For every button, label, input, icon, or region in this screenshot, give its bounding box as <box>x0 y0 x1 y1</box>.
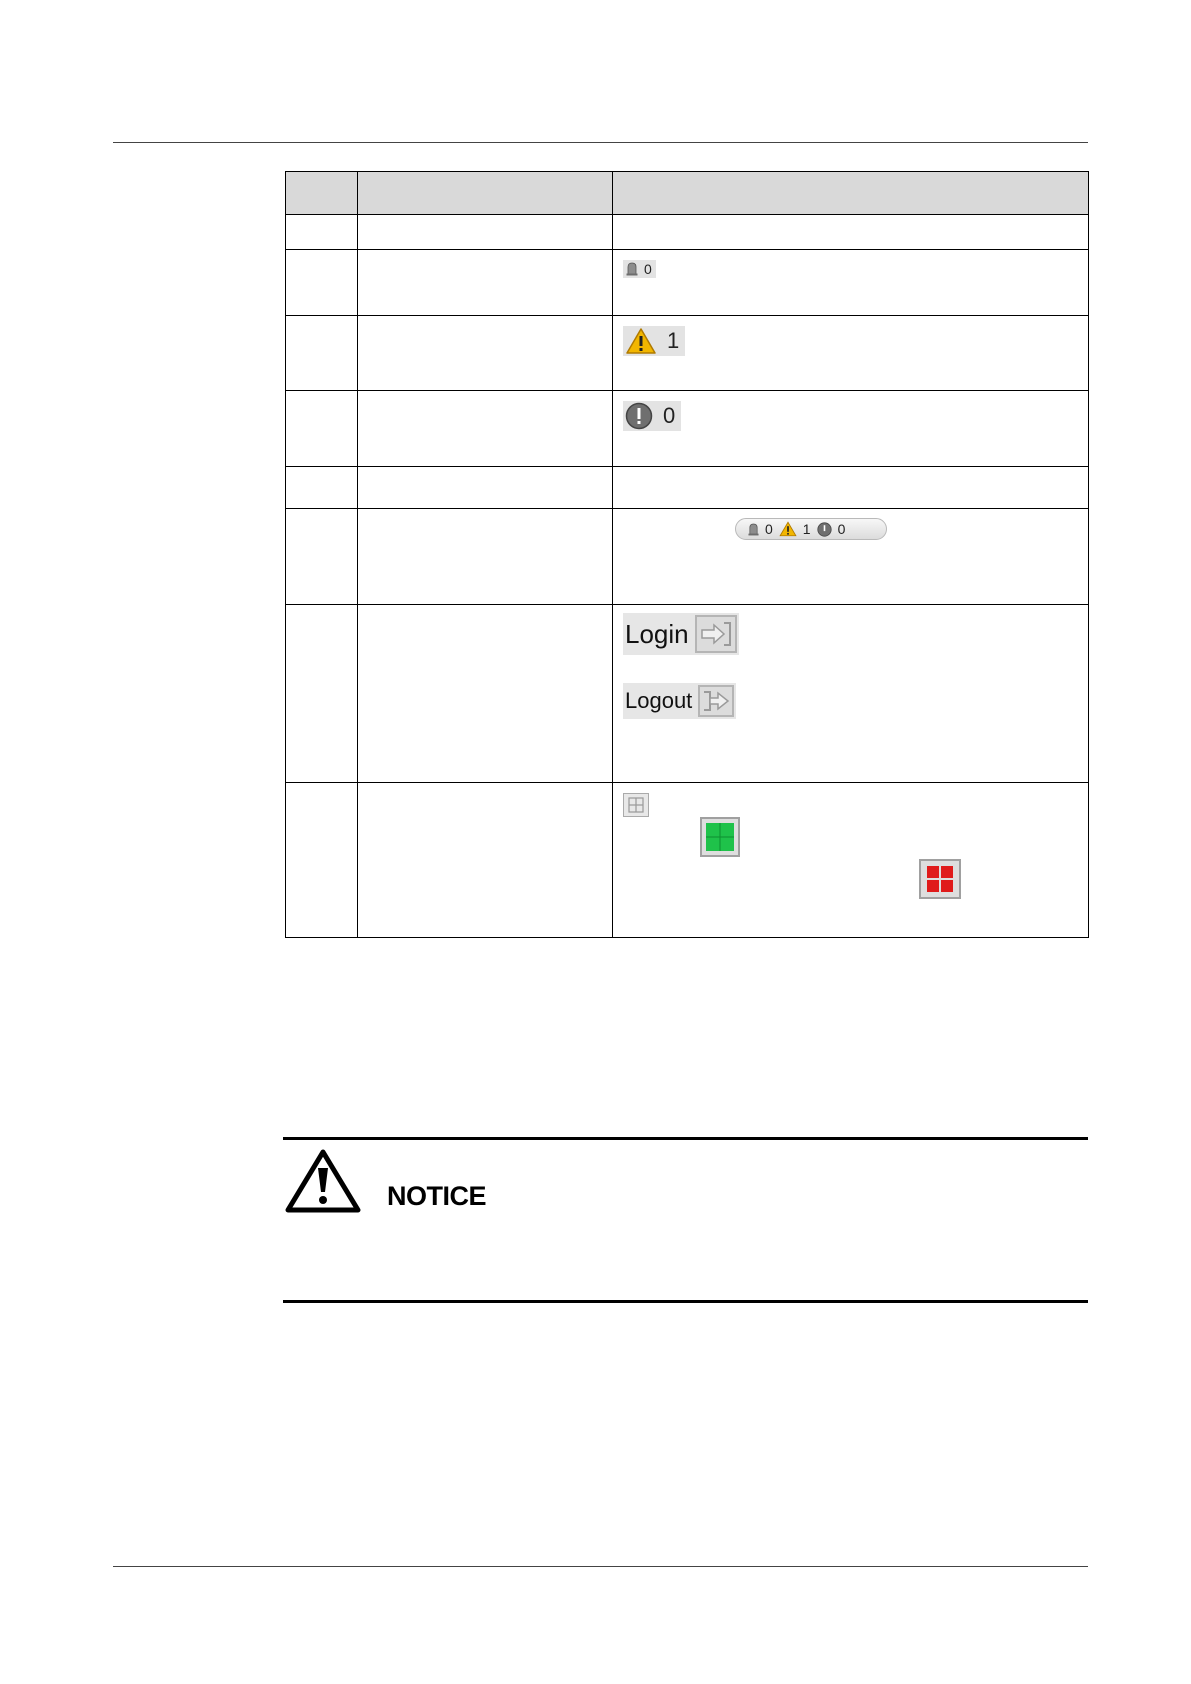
footer-rule <box>113 1566 1088 1567</box>
bell-icon <box>748 523 759 536</box>
exclamation-circle-icon <box>817 522 832 537</box>
notice-warning-icon <box>285 1148 361 1214</box>
notice-label: NOTICE <box>387 1181 487 1211</box>
minor-alarm-count: 0 <box>663 403 676 428</box>
table-row <box>286 467 1089 509</box>
major-alarm-count-chip <box>623 326 685 356</box>
header-cell-description <box>613 172 1089 215</box>
login-button[interactable] <box>623 613 739 655</box>
bell-icon <box>626 262 638 276</box>
grid-view-green-icon[interactable] <box>700 817 740 857</box>
table-header-row <box>286 172 1089 215</box>
alarm-summary-bar[interactable] <box>735 518 887 540</box>
table-row <box>286 509 1089 605</box>
table-row <box>286 391 1089 467</box>
exclamation-circle-icon <box>625 402 653 430</box>
summary-minor-count: 0 <box>837 521 846 537</box>
login-label: Login <box>625 618 689 649</box>
login-arrow-icon <box>695 615 737 653</box>
warning-triangle-icon <box>779 521 797 537</box>
header-cell-no <box>286 172 358 215</box>
table-row <box>286 783 1089 938</box>
logout-label: Logout <box>625 688 693 713</box>
grid-view-default-icon[interactable] <box>623 793 649 817</box>
summary-major-count: 1 <box>802 521 811 537</box>
logout-arrow-icon <box>698 685 734 717</box>
header-rule <box>113 142 1088 143</box>
header-cell-name <box>358 172 613 215</box>
minor-alarm-count-chip <box>623 401 681 431</box>
critical-alarm-count-chip <box>623 260 656 278</box>
table-row <box>286 605 1089 783</box>
description-table <box>285 171 1089 938</box>
notice-bottom-rule <box>283 1300 1088 1303</box>
notice-top-rule <box>283 1137 1088 1140</box>
table-row <box>286 215 1089 250</box>
major-alarm-count: 1 <box>667 328 680 353</box>
warning-triangle-icon <box>625 327 657 355</box>
critical-alarm-count: 0 <box>644 261 652 277</box>
grid-view-red-icon[interactable] <box>919 859 961 899</box>
summary-critical-count: 0 <box>765 521 773 537</box>
table-row <box>286 250 1089 316</box>
table-row <box>286 316 1089 391</box>
logout-button[interactable] <box>623 683 736 719</box>
